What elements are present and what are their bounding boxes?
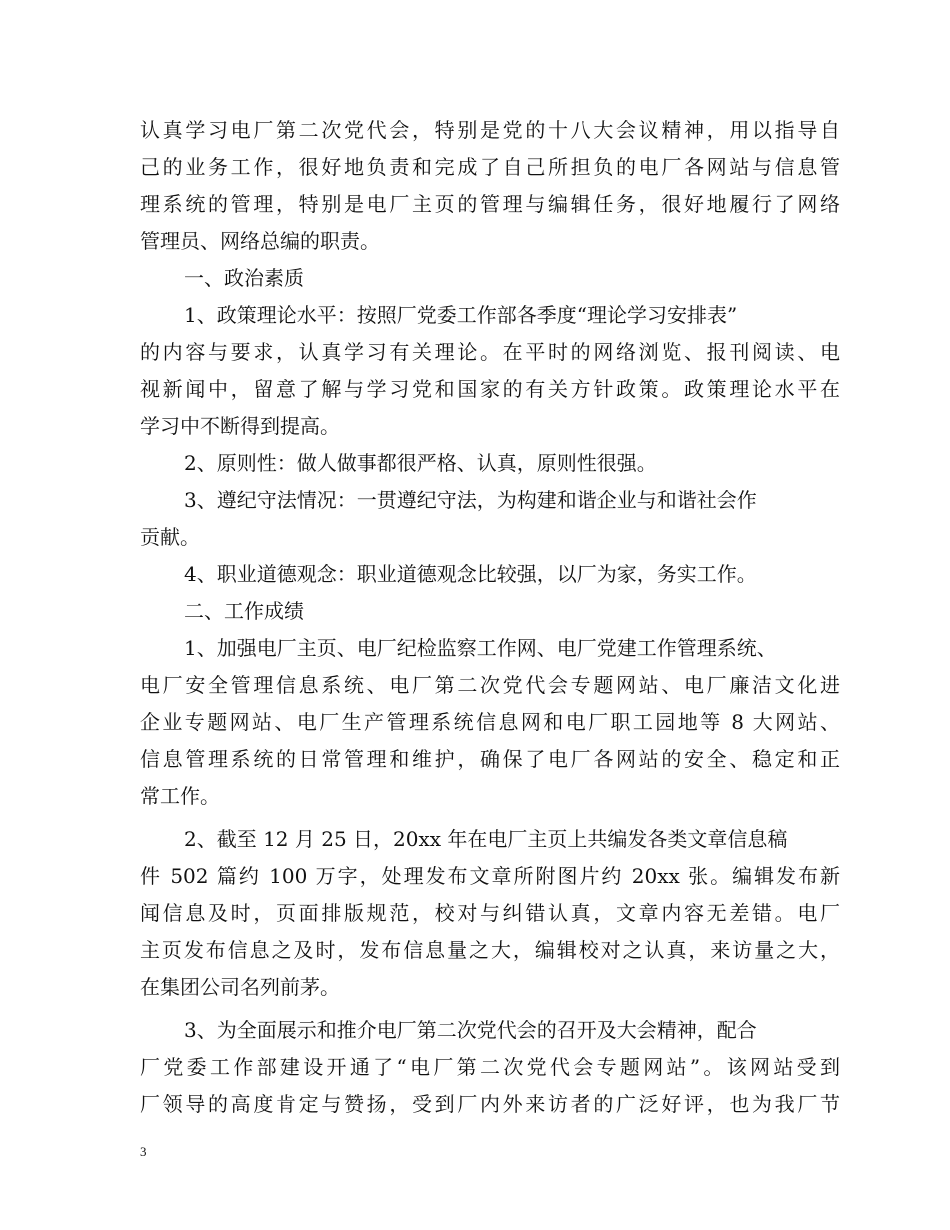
text-line: 认真学习电厂第二次党代会，特别是党的十八大会议精神，用以指导自	[140, 118, 840, 142]
text-line: 视新闻中，留意了解与学习党和国家的有关方针政策。政策理论水平在	[140, 377, 840, 401]
text-line: 1、加强电厂主页、电厂纪检监察工作网、电厂党建工作管理系统、	[184, 636, 777, 660]
text-line: 企业专题网站、电厂生产管理系统信息网和电厂职工园地等 8 大网站、	[140, 710, 840, 734]
text-line: 3、遵纪守法情况：一贯遵纪守法，为构建和谐企业与和谐社会作	[184, 488, 757, 512]
text-line: 厂党委工作部建设开通了“电厂第二次党代会专题网站”。该网站受到	[140, 1055, 840, 1079]
text-line: 贡献。	[140, 525, 200, 549]
page-number: 3	[140, 1144, 147, 1159]
text-line: 管理员、网络总编的职责。	[140, 229, 380, 253]
text-line: 4、职业道德观念：职业道德观念比较强，以厂为家，务实工作。	[184, 562, 757, 586]
section-heading: 二、工作成绩	[184, 599, 304, 623]
document-body	[140, 112, 840, 1123]
text-line: 件 502 篇约 100 万字，处理发布文章所附图片约 20xx 张。编辑发布新	[140, 864, 840, 888]
text-line: 电厂安全管理信息系统、电厂第二次党代会专题网站、电厂廉洁文化进	[140, 673, 840, 697]
text-line: 闻信息及时，页面排版规范，校对与纠错认真，文章内容无差错。电厂	[140, 901, 840, 925]
text-line: 2、截至 12 月 25 日，20xx 年在电厂主页上共编发各类文章信息稿	[184, 827, 788, 851]
text-line: 在集团公司名列前茅。	[140, 975, 340, 999]
text-line: 3、为全面展示和推介电厂第二次党代会的召开及大会精神，配合	[184, 1018, 757, 1042]
text-line: 己的业务工作，很好地负责和完成了自己所担负的电厂各网站与信息管	[140, 155, 840, 179]
text-line: 主页发布信息之及时，发布信息量之大，编辑校对之认真，来访量之大，	[140, 938, 840, 962]
text-line: 1、政策理论水平：按照厂党委工作部各季度“理论学习安排表”	[184, 303, 738, 327]
text-line: 2、原则性：做人做事都很严格、认真，原则性很强。	[184, 451, 657, 475]
section-heading: 一、政治素质	[184, 266, 304, 290]
text-line: 的内容与要求，认真学习有关理论。在平时的网络浏览、报刊阅读、电	[140, 340, 840, 364]
text-line: 理系统的管理，特别是电厂主页的管理与编辑任务，很好地履行了网络	[140, 192, 840, 216]
text-line: 常工作。	[140, 784, 220, 808]
text-line: 学习中不断得到提高。	[140, 414, 340, 438]
text-line: 信息管理系统的日常管理和维护，确保了电厂各网站的安全、稳定和正	[140, 747, 840, 771]
text-line: 厂领导的高度肯定与赞扬，受到厂内外来访者的广泛好评，也为我厂节	[140, 1092, 840, 1116]
